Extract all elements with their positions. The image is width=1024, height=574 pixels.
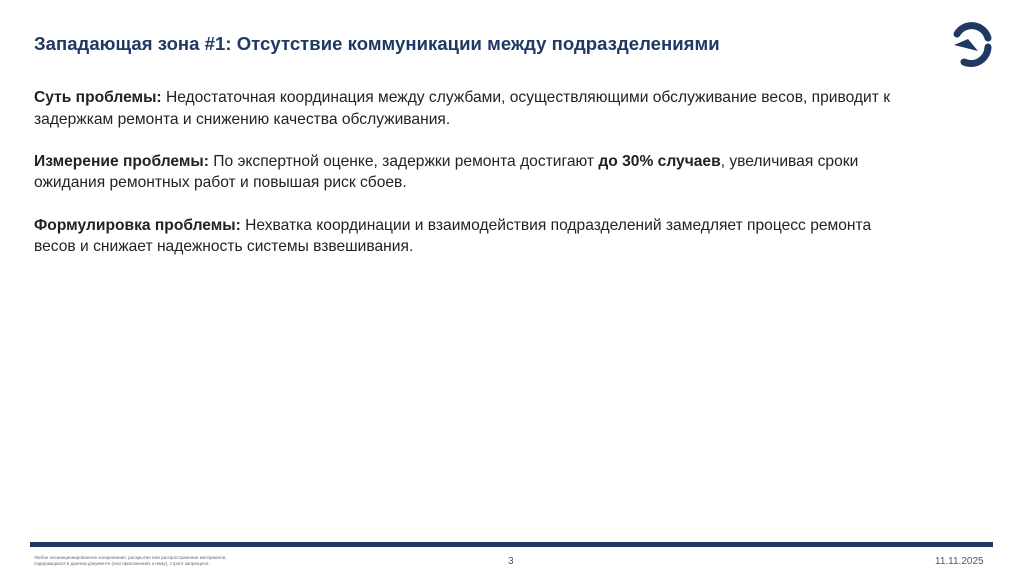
company-logo-icon [948,21,994,67]
disclaimer-line-2: содержащихся в данном документе (или приложениях к нему), строго запрещено. [34,561,210,566]
footer-date: 11.11.2025 [935,556,984,567]
formulation-label: Формулировка проблемы: [34,216,241,234]
measurement-text-before: По экспертной оценке, задержки ремонта достигают [208,152,599,170]
measurement-label: Измерение проблемы: [34,152,209,170]
paragraph-formulation [34,215,914,258]
measurement-emphasis: до 30% случаев [598,152,721,170]
footer-bar [30,542,993,547]
essence-text: Недостаточная координация между службами, осуществляющими обслуживание весов, приводит к задержкам ремонта и снижению качества обслуживания. [34,89,891,128]
essence-label: Суть проблемы: [34,89,162,106]
paragraph-measurement [34,151,914,194]
footer-disclaimer [34,555,284,567]
body-text [34,87,914,278]
measurement-text-after: , увеличивая сроки ожидания ремонтных работ и повышая риск сбоев. [34,152,859,192]
formulation-text: Нехватка координации и взаимодействия подразделений замедляет процесс ремонта весов и снижает надежность системы взвешивания. [34,216,872,256]
page-number: 3 [508,556,514,567]
slide-title: Западающая зона #1: Отсутствие коммуникации между подразделениями [34,33,720,54]
disclaimer-line-1: Любое несанкционированное копирование, раскрытие или распространение материалов, [34,555,227,560]
paragraph-essence [34,87,914,130]
